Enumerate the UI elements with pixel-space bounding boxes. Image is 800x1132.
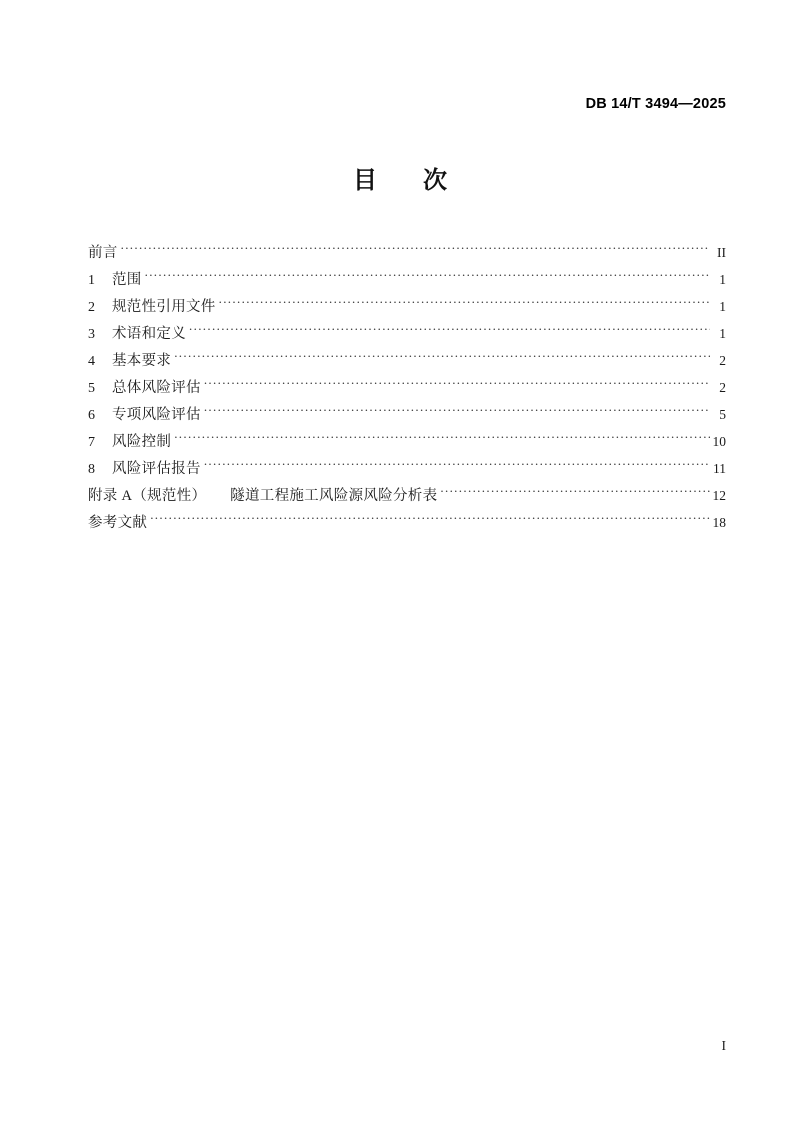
toc-appendix-designation: 附录 A（规范性） <box>88 488 207 504</box>
toc-entry-page: 10 <box>712 434 726 449</box>
toc-entry-number: 4 <box>88 354 95 369</box>
toc-entry-overall-risk-assessment[interactable] <box>88 374 726 401</box>
toc-entry-label: 总体风险评估 <box>112 380 201 396</box>
toc-entry-number: 7 <box>88 435 95 450</box>
toc-entry-basic-requirements[interactable] <box>88 347 726 374</box>
toc-entry-label: 风险评估报告 <box>112 461 201 477</box>
toc-entry-page: 11 <box>713 461 726 476</box>
toc-dot-leader <box>204 378 710 392</box>
toc-entry-terms-and-definitions[interactable] <box>88 320 726 347</box>
toc-entry-special-risk-assessment[interactable] <box>88 401 726 428</box>
toc-dot-leader <box>121 243 710 257</box>
toc-entry-number: 8 <box>88 462 95 477</box>
table-of-contents <box>88 239 726 536</box>
toc-dot-leader <box>440 486 710 500</box>
toc-entry-normative-references[interactable] <box>88 293 726 320</box>
toc-entry-risk-assessment-report[interactable] <box>88 455 726 482</box>
toc-entry-label: 前言 <box>88 245 118 261</box>
toc-entry-page: 5 <box>719 407 726 422</box>
toc-entry-page: 18 <box>712 515 726 530</box>
toc-dot-leader <box>219 297 710 311</box>
toc-entry-page: 1 <box>719 326 726 341</box>
toc-dot-leader <box>204 459 710 473</box>
page-title-char-1: 目 <box>353 168 377 194</box>
toc-entry-page: 2 <box>719 380 726 395</box>
toc-entry-preface[interactable] <box>88 239 726 266</box>
standard-number-header: DB 14/T 3494—2025 <box>585 96 726 112</box>
toc-entry-page: II <box>717 245 726 260</box>
toc-entry-number: 2 <box>88 300 95 315</box>
toc-entry-number: 6 <box>88 408 95 423</box>
footer-page-number: I <box>721 1038 726 1053</box>
toc-entry-number: 5 <box>88 381 95 396</box>
toc-dot-leader <box>145 270 710 284</box>
toc-entry-label: 基本要求 <box>112 353 172 369</box>
toc-entry-scope[interactable] <box>88 266 726 293</box>
toc-appendix-title: 隧道工程施工风险源风险分析表 <box>230 488 438 504</box>
toc-entry-page: 2 <box>719 353 726 368</box>
toc-entry-number: 3 <box>88 327 95 342</box>
toc-entry-page: 1 <box>719 272 726 287</box>
toc-entry-page: 12 <box>712 488 726 503</box>
toc-entry-label: 术语和定义 <box>112 326 186 342</box>
toc-entry-number: 1 <box>88 273 95 288</box>
toc-dot-leader <box>189 324 710 338</box>
page-title-char-2: 次 <box>423 168 447 194</box>
toc-entry-label: 参考文献 <box>88 515 148 531</box>
toc-dot-leader <box>174 351 710 365</box>
toc-entry-label: 专项风险评估 <box>112 407 201 423</box>
page-title <box>0 160 800 195</box>
toc-entry-label: 风险控制 <box>112 434 172 450</box>
toc-entry-risk-control[interactable] <box>88 428 726 455</box>
toc-dot-leader <box>150 513 710 527</box>
toc-dot-leader <box>174 432 710 446</box>
toc-entry-appendix-a[interactable] <box>88 482 726 509</box>
toc-dot-leader <box>204 405 710 419</box>
toc-entry-page: 1 <box>719 299 726 314</box>
toc-entry-bibliography[interactable] <box>88 509 726 536</box>
toc-entry-label: 范围 <box>112 272 142 288</box>
toc-entry-label <box>88 483 437 510</box>
toc-entry-label: 规范性引用文件 <box>112 299 216 315</box>
